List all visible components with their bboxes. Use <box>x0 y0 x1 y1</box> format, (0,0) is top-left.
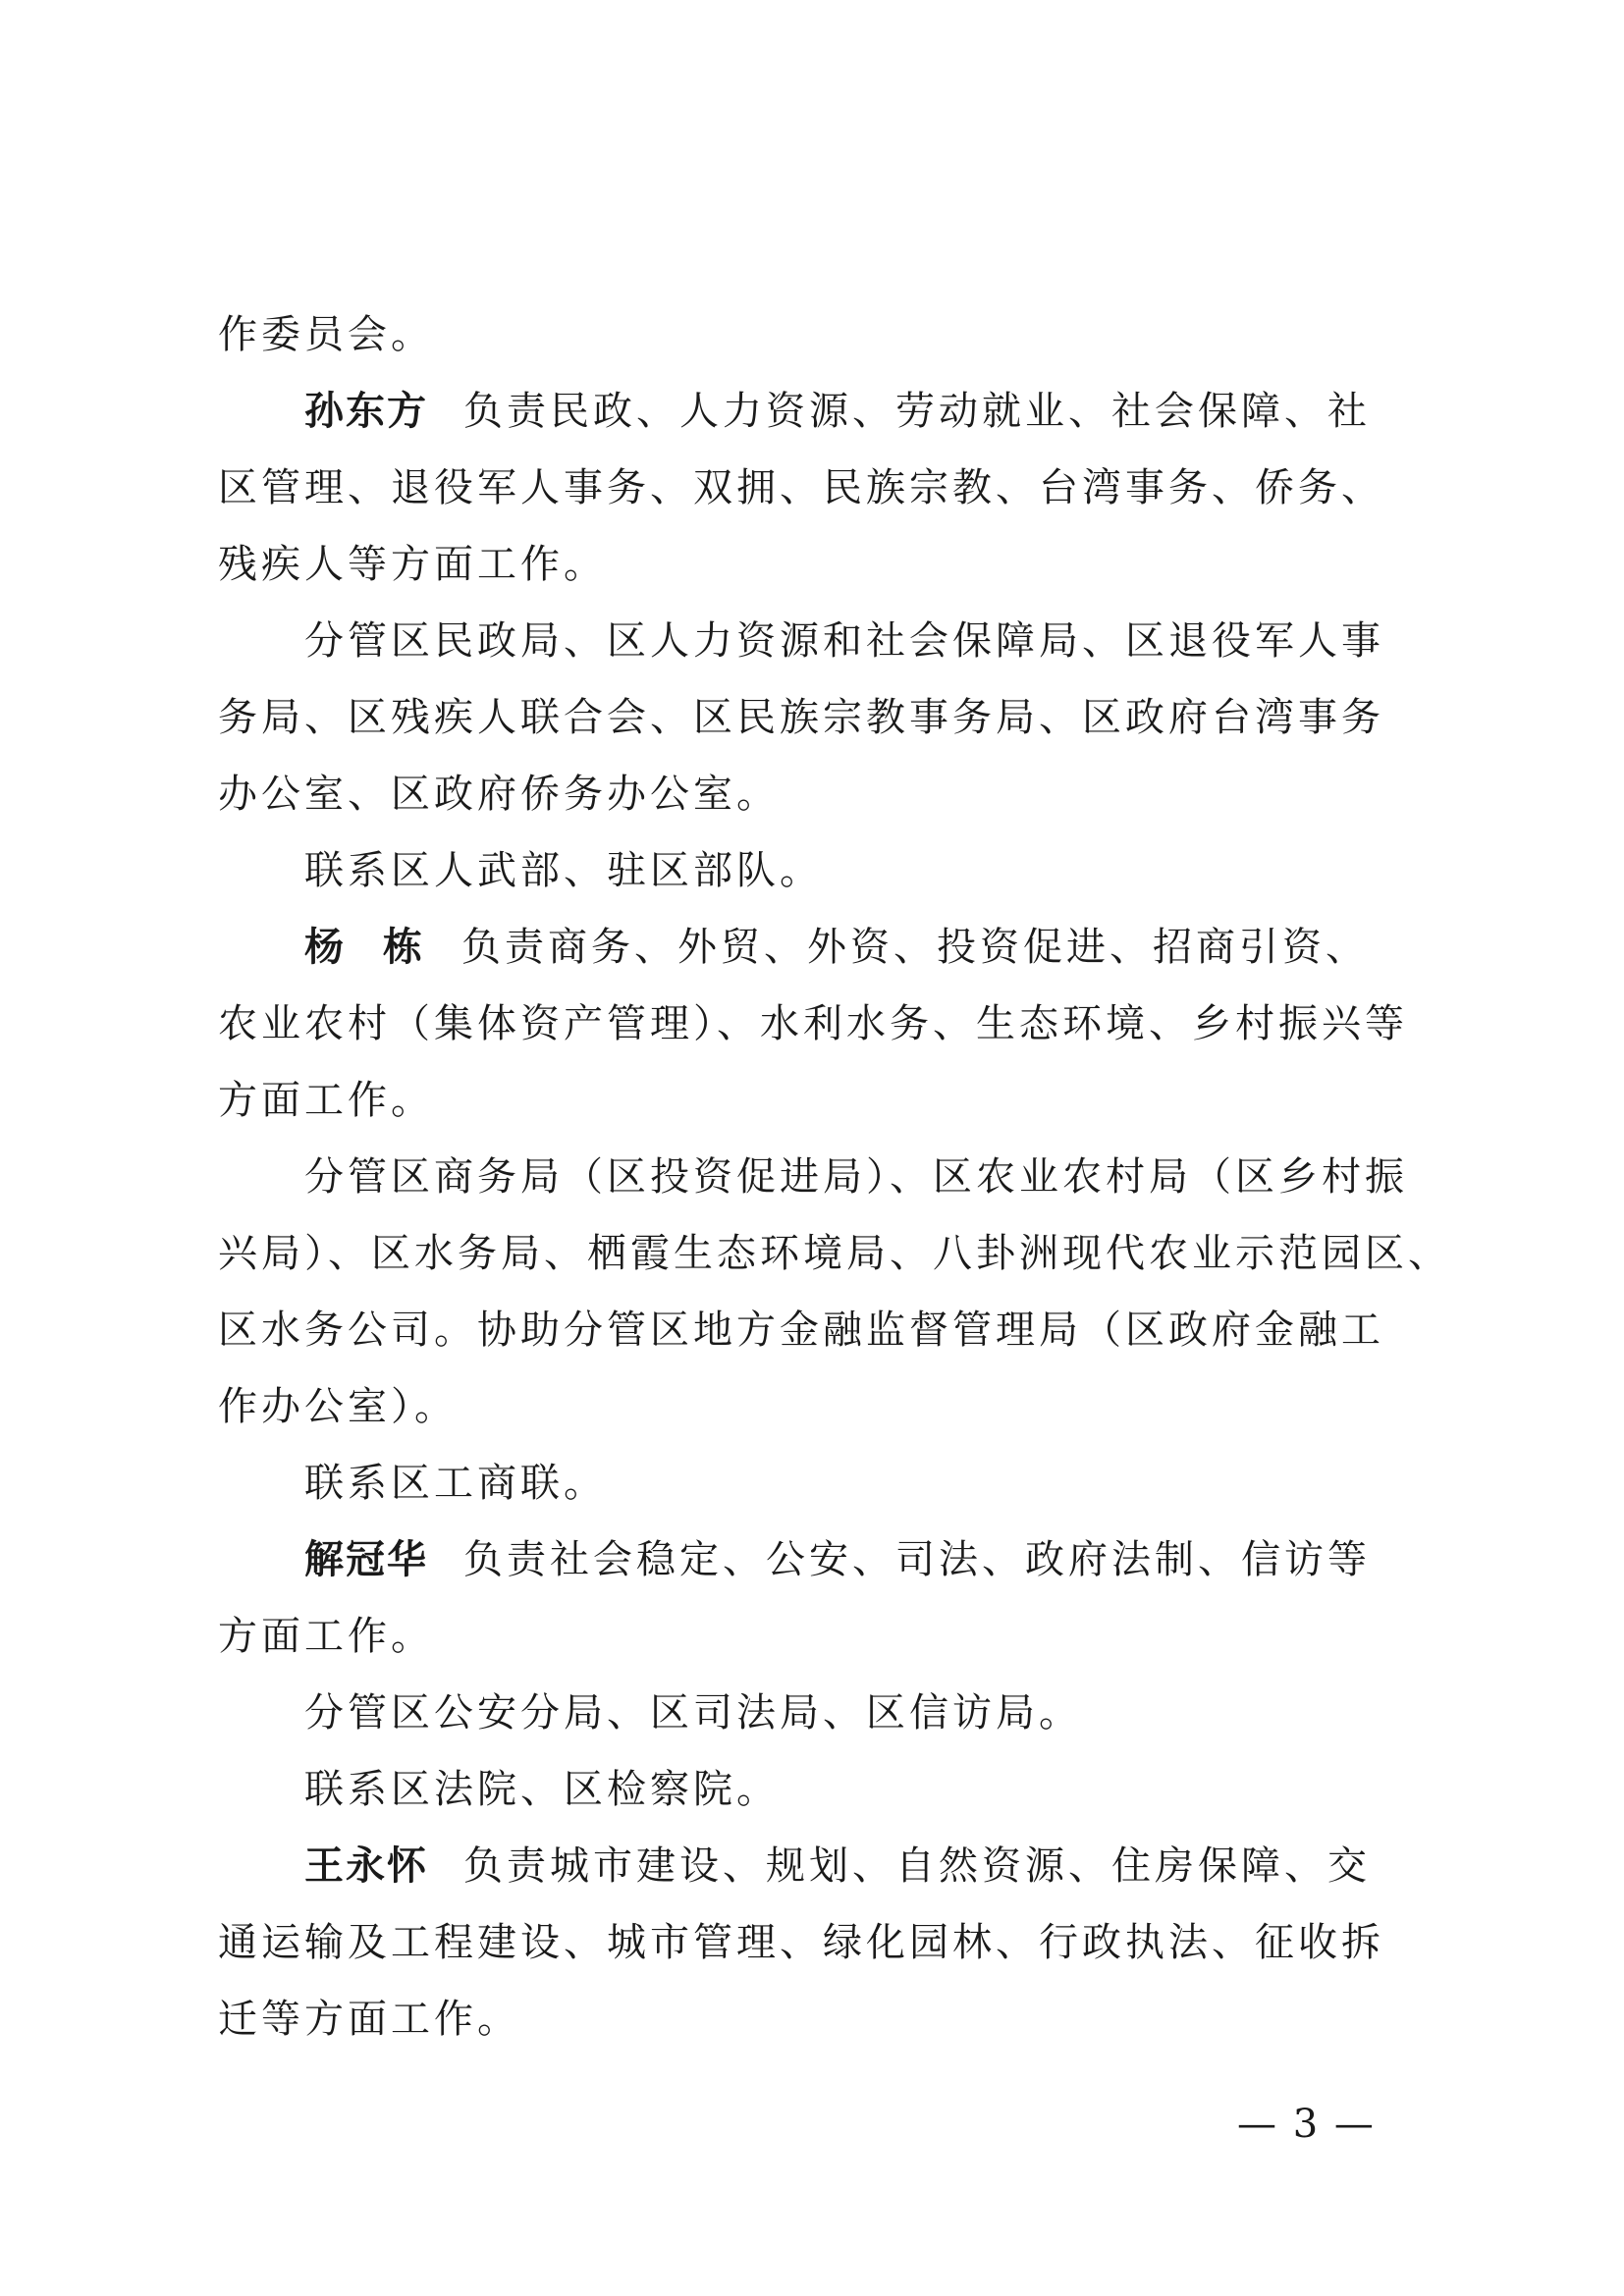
official-name: 孙东方 <box>304 389 428 434</box>
document-body <box>218 296 1451 2057</box>
text-line: 办公室、区政府侨务办公室。 <box>218 772 780 817</box>
text-line: 联系区法院、区检察院。 <box>304 1767 780 1812</box>
official-duty-line <box>218 909 1412 986</box>
text-line: 方面工作。 <box>218 1614 434 1659</box>
official-duty-line <box>218 1828 1412 1904</box>
text-line: 作办公室）。 <box>218 1384 458 1429</box>
text-line: 区管理、退役军人事务、双拥、民族宗教、台湾事务、侨务、 <box>218 465 1384 510</box>
page-number: — 3 — <box>1237 2102 1376 2147</box>
text-line: 兴局）、区水务局、栖霞生态环境局、八卦洲现代农业示范园区、 <box>218 1231 1451 1276</box>
text-line: 作委员会。 <box>218 312 434 357</box>
text-line: 残疾人等方面工作。 <box>218 542 607 587</box>
text-line: 区水务公司。协助分管区地方金融监督管理局（区政府金融工 <box>218 1308 1384 1353</box>
official-duty-line <box>218 1522 1412 1598</box>
official-duty-line <box>218 373 1412 450</box>
text-line: 分管区公安分局、区司法局、区信访局。 <box>304 1690 1082 1735</box>
text-line: 分管区民政局、区人力资源和社会保障局、区退役军人事 <box>304 618 1384 664</box>
text-line: 分管区商务局（区投资促进局）、区农业农村局（区乡村振 <box>304 1154 1408 1200</box>
text-line: 方面工作。 <box>218 1078 434 1123</box>
text-line: 联系区工商联。 <box>304 1461 607 1506</box>
text-line: 农业农村（集体资产管理）、水利水务、生态环境、乡村振兴等 <box>218 1001 1408 1046</box>
duty-text: 负责商务、外贸、外资、投资促进、招商引资、 <box>461 925 1369 970</box>
official-name: 杨栋 <box>304 925 461 970</box>
duty-text: 负责城市建设、规划、自然资源、住房保障、交 <box>463 1843 1371 1889</box>
official-name: 解冠华 <box>304 1537 428 1582</box>
official-name: 王永怀 <box>304 1843 428 1889</box>
text-line: 务局、区残疾人联合会、区民族宗教事务局、区政府台湾事务 <box>218 695 1384 740</box>
duty-text: 负责民政、人力资源、劳动就业、社会保障、社 <box>463 389 1371 434</box>
text-line: 迁等方面工作。 <box>218 1997 520 2042</box>
text-line: 通运输及工程建设、城市管理、绿化园林、行政执法、征收拆 <box>218 1920 1384 1965</box>
duty-text: 负责社会稳定、公安、司法、政府法制、信访等 <box>463 1537 1371 1582</box>
text-line: 联系区人武部、驻区部队。 <box>304 848 823 893</box>
